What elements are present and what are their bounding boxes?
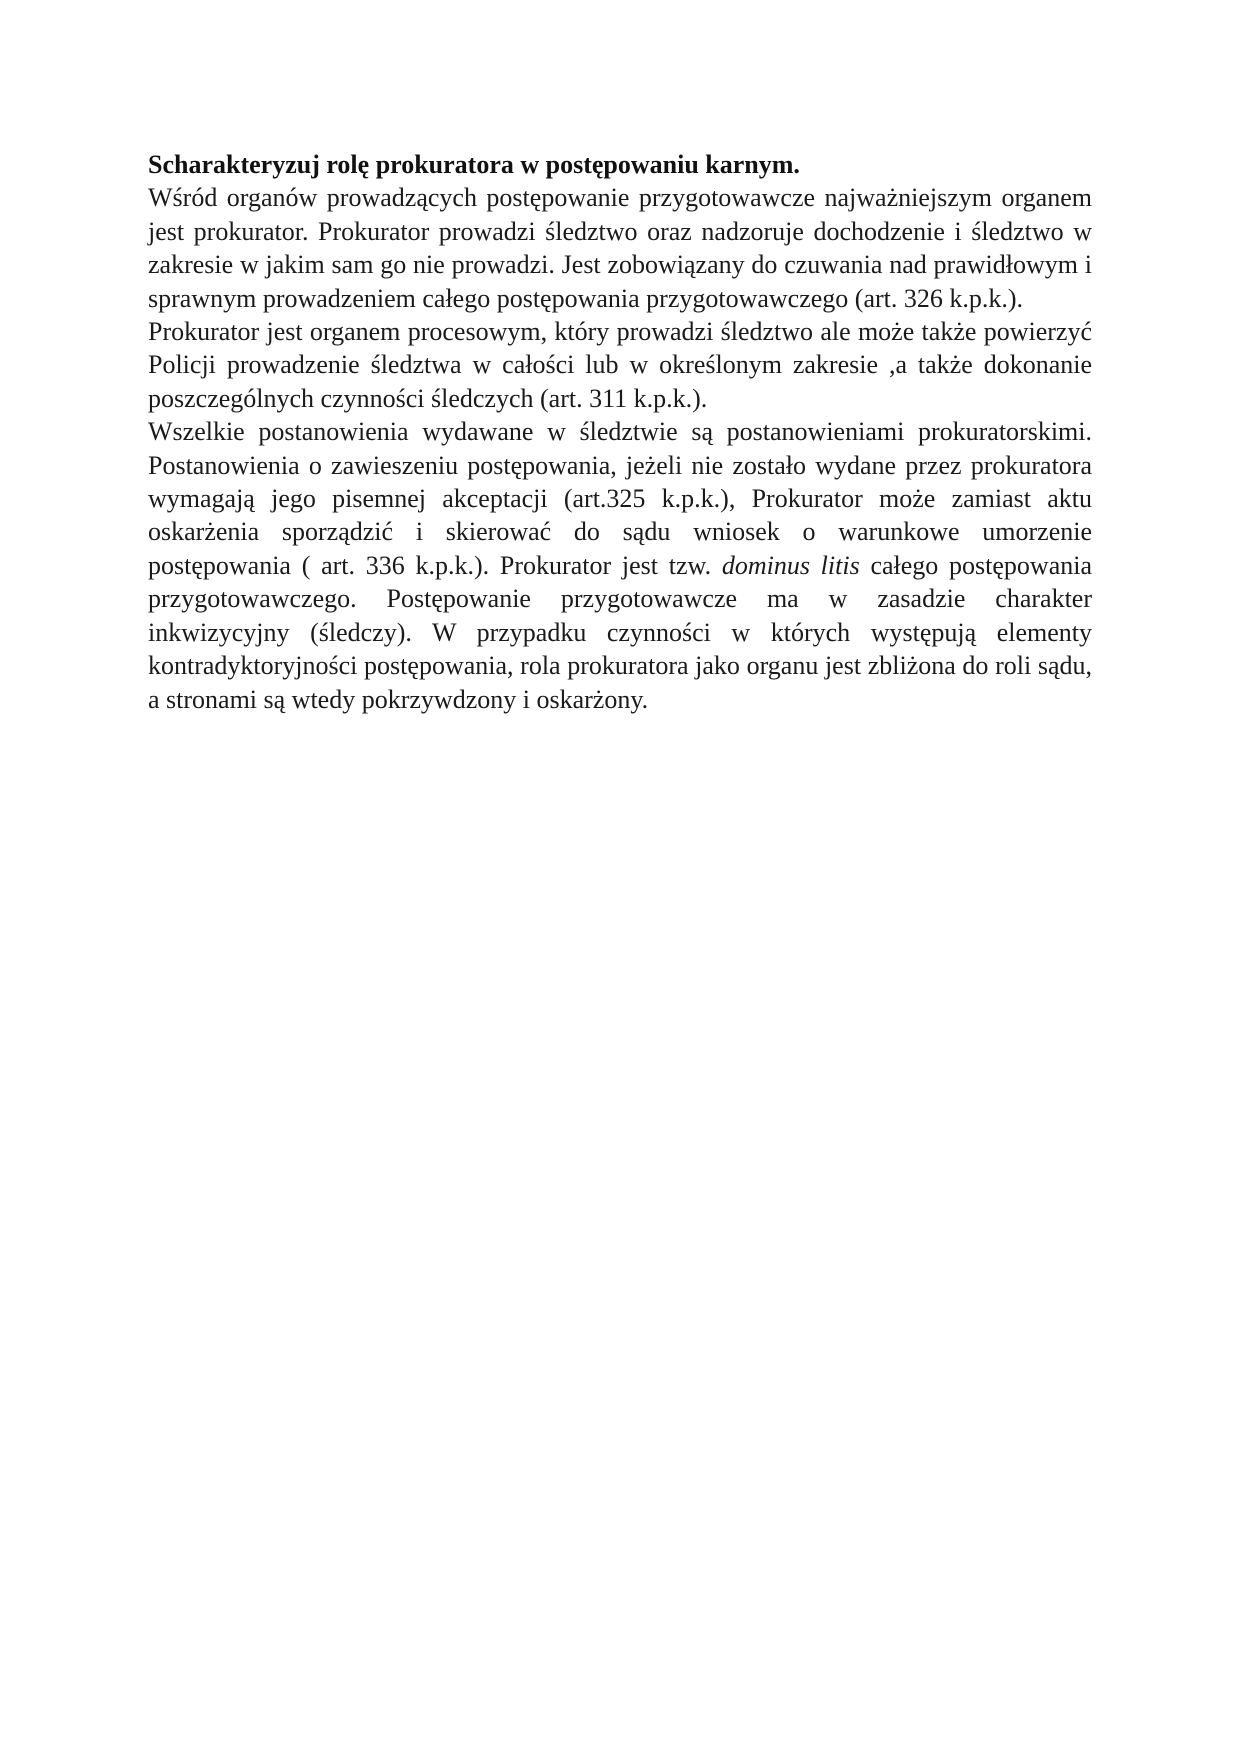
paragraph-3 (148, 415, 1092, 716)
paragraph-3-italic-term: dominus litis (721, 550, 860, 580)
document-title: Scharakteryzuj rolę prokuratora w postępowaniu karnym. (148, 150, 800, 179)
paragraph-1: Wśród organów prowadzących postępowanie przygotowawcze najważniejszym organem jest prokurator. Prokurator prowadzi śledztwo oraz nadzoruje dochodzenie i śledztwo w zakresie w jakim sam go nie prowadzi. Jest zobowiązany do czuwania nad prawidłowym i sprawnym prowadzeniem całego postępowania przygotowawczego (art. 326 k.p.k.). (148, 183, 1092, 313)
document-body (148, 148, 1092, 716)
paragraph-3-text-before: Wszelkie postanowienia wydawane w śledztwie są postanowieniami prokuratorskimi. Postanowienia o zawieszeniu postępowania, jeżeli nie zostało wydane przez prokuratora wymagają jego pisemnej akceptacji (art.325 k.p.k.), Prokurator może zamiast aktu oskarżenia sporządzić i skierować do sądu wniosek o warunkowe umorzenie postępowania ( art. 336 k.p.k.). Prokurator jest tzw. (148, 417, 1092, 580)
paragraph-3-text-after: całego postępowania przygotowawczego. Postępowanie przygotowawcze ma w zasadzie charakter inkwizycyjny (śledczy). W przypadku czynności w których występują elementy kontradyktoryjności postępowania, rola prokuratora jako organu jest zbliżona do roli sądu, a stronami są wtedy pokrzywdzony i oskarżony. (148, 550, 1092, 714)
paragraph-2: Prokurator jest organem procesowym, który prowadzi śledztwo ale może także powierzyć Policji prowadzenie śledztwa w całości lub w określonym zakresie ,a także dokonanie poszczególnych czynności śledczych (art. 311 k.p.k.). (148, 317, 1092, 413)
